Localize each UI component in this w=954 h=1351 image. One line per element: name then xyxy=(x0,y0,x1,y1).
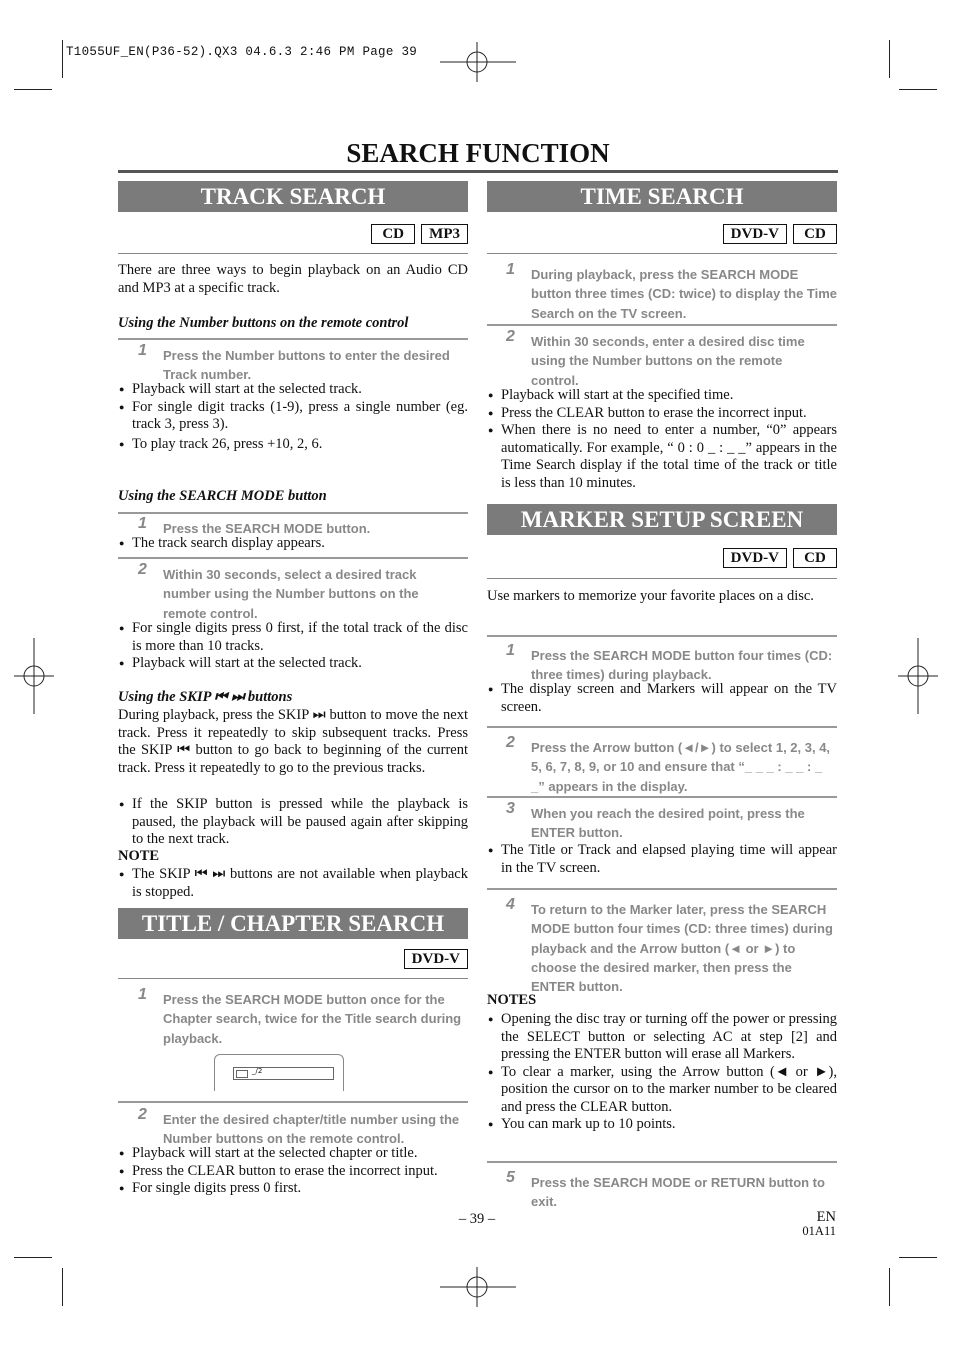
step-text: To return to the Marker later, press the SEARCH MODE button four times (CD: three times) during playback and the Arrow button (◄ or ►) to choose the desired marker, then press the ENTER button. xyxy=(531,902,833,995)
title-chapter-heading: TITLE / CHAPTER SEARCH xyxy=(118,908,468,939)
tag-cd: CD xyxy=(793,224,837,244)
search-mode-bullets-1 xyxy=(118,535,468,553)
search-mode-bullets-2 xyxy=(118,620,468,673)
crop-mark xyxy=(14,1257,52,1258)
tag-cd: CD xyxy=(371,224,415,244)
step-number: 1 xyxy=(506,261,515,278)
crop-mark xyxy=(62,1268,63,1306)
list-item: ● For single digit tracks (1-9), press a single number (eg. track 3, press 3). xyxy=(118,399,468,434)
step-text: Press the SEARCH MODE button. xyxy=(163,521,371,536)
list-item: ● If the SKIP button is pressed while the playback is paused, the playback will be paused again after skipping to the next track. xyxy=(118,796,468,849)
list-item: ● For single digits press 0 first, if the total track of the disc is more than 10 tracks. xyxy=(118,620,468,655)
step-text: When you reach the desired point, press the ENTER button. xyxy=(531,806,805,841)
title-chapter-tags xyxy=(300,949,468,969)
page-number: – 39 – xyxy=(458,1211,496,1227)
number-buttons-bullets xyxy=(118,381,468,453)
chapter-icon xyxy=(236,1070,248,1078)
step-text: Press the SEARCH MODE button once for the Chapter search, twice for the Title search during playback. xyxy=(163,992,462,1046)
marker-intro: Use markers to memorize your favorite places on a disc. xyxy=(487,588,814,604)
step-number: 3 xyxy=(506,800,515,817)
track-search-heading: TRACK SEARCH xyxy=(118,181,468,212)
skip-paragraph: During playback, press the SKIP ⏭ button to move the next track. Press it repeatedly to skip subsequent tracks. Press the SKIP ⏮ button to go back to beginning of the current track. Press it repeatedly to go to the previous tracks. xyxy=(118,707,468,776)
divider xyxy=(118,338,468,340)
step-text: Enter the desired chapter/title number using the Number buttons on the remote control. xyxy=(163,1112,460,1147)
step-number: 4 xyxy=(506,896,515,913)
list-item: ● To play track 26, press +10, 2, 6. xyxy=(118,436,468,454)
divider xyxy=(487,578,837,579)
step-text: During playback, press the SEARCH MODE button three times (CD: twice) to display the Time Search on the TV screen. xyxy=(531,267,838,321)
print-header: T1055UF_EN(P36-52).QX3 04.6.3 2:46 PM Page 39 xyxy=(66,45,418,59)
list-item: ● The track search display appears. xyxy=(118,535,468,553)
divider xyxy=(487,253,837,254)
marker-bullets-1 xyxy=(487,681,837,716)
skip-bullets xyxy=(118,796,468,849)
search-mode-heading: Using the SEARCH MODE button xyxy=(118,488,327,504)
step-number: 1 xyxy=(138,986,147,1003)
step-number: 1 xyxy=(138,342,147,359)
crop-mark xyxy=(889,40,890,78)
step-text: Within 30 seconds, select a desired track number using the Number buttons on the remote control. xyxy=(163,567,419,621)
crop-mark xyxy=(899,1257,937,1258)
language-code: EN xyxy=(816,1209,836,1225)
skip-heading: Using the SKIP ⏮ ⏭ buttons xyxy=(118,689,293,705)
step-number: 2 xyxy=(138,1106,147,1123)
time-search-tags xyxy=(669,224,837,244)
list-item: ● Playback will start at the selected track. xyxy=(118,655,468,673)
tag-dvd-v: DVD-V xyxy=(723,224,787,244)
divider xyxy=(487,888,837,890)
notes-label: NOTES xyxy=(487,992,537,1008)
divider xyxy=(118,557,468,559)
list-item: ● Playback will start at the specified time. xyxy=(487,387,837,405)
step-text: Press the Arrow button (◄/►) to select 1, 2, 3, 4, 5, 6, 7, 8, 9, or 10 and ensure that “_ _ _ : _ _ : _ _” appears in the display. xyxy=(531,740,831,794)
list-item: ● You can mark up to 10 points. xyxy=(487,1116,837,1134)
divider xyxy=(118,978,468,979)
title-chapter-bullets xyxy=(118,1145,470,1198)
marker-bullets-3 xyxy=(487,842,837,877)
list-item: ● When there is no need to enter a number, “0” appears automatically. For example, “ 0 : 0 _ : _ _” appears in the Time Search display if the total time of the track or title is less than 10 minutes. xyxy=(487,422,837,492)
divider xyxy=(118,512,468,514)
step-text: Press the SEARCH MODE or RETURN button to exit. xyxy=(531,1175,825,1210)
step-number: 1 xyxy=(138,515,147,532)
divider xyxy=(118,253,468,254)
time-search-bullets xyxy=(487,387,837,492)
list-item: ● For single digits press 0 first. xyxy=(118,1180,470,1198)
crop-mark xyxy=(889,1268,890,1306)
divider xyxy=(487,635,837,637)
step-number: 5 xyxy=(506,1169,515,1186)
list-item: ● Press the CLEAR button to erase the incorrect input. xyxy=(487,405,837,423)
registration-mark-right xyxy=(898,638,938,714)
step-number: 2 xyxy=(506,328,515,345)
document-code: 01A11 xyxy=(802,1224,836,1238)
page-title: SEARCH FUNCTION xyxy=(346,138,610,168)
number-buttons-heading: Using the Number buttons on the remote control xyxy=(118,315,409,331)
note-bullets xyxy=(118,866,468,901)
step-number: 2 xyxy=(506,734,515,751)
step-number: 2 xyxy=(138,561,147,578)
list-item: ● To clear a marker, using the Arrow button (◄ or ►), position the cursor on to the marker number to be cleared and press the CLEAR button. xyxy=(487,1064,837,1117)
track-search-tags xyxy=(300,224,468,244)
tag-cd: CD xyxy=(793,548,837,568)
list-item: ● The SKIP ⏮ ⏭ buttons are not available when playback is stopped. xyxy=(118,866,468,901)
registration-mark-left xyxy=(14,638,54,714)
tag-mp3: MP3 xyxy=(421,224,468,244)
list-item: ● Playback will start at the selected chapter or title. xyxy=(118,1145,470,1163)
list-item: ● Playback will start at the selected track. xyxy=(118,381,468,399)
marker-setup-heading: MARKER SETUP SCREEN xyxy=(487,504,837,535)
tag-dvd-v: DVD-V xyxy=(404,949,468,969)
crop-mark xyxy=(14,89,52,90)
time-search-heading: TIME SEARCH xyxy=(487,181,837,212)
crop-mark xyxy=(899,89,937,90)
tv-screen-illustration xyxy=(214,1054,344,1091)
tag-dvd-v: DVD-V xyxy=(723,548,787,568)
divider xyxy=(487,1161,837,1163)
list-item: ● Opening the disc tray or turning off the power or pressing the SELECT button or selecting AC at step [2] and pressing the ENTER button will erase all Markers. xyxy=(487,1011,837,1064)
track-search-intro: There are three ways to begin playback on an Audio CD and MP3 at a specific track. xyxy=(118,262,468,296)
search-display-value: _/2 xyxy=(252,1067,263,1075)
list-item: ● Press the CLEAR button to erase the incorrect input. xyxy=(118,1163,470,1181)
step-text: Within 30 seconds, enter a desired disc time using the Number buttons on the remote control. xyxy=(531,334,805,388)
step-number: 1 xyxy=(506,642,515,659)
divider xyxy=(118,1101,468,1103)
divider xyxy=(487,726,837,728)
registration-mark-top xyxy=(440,42,516,82)
note-label: NOTE xyxy=(118,848,160,864)
title-underline xyxy=(118,170,838,173)
divider xyxy=(487,324,837,326)
divider xyxy=(487,796,837,798)
crop-mark xyxy=(62,40,63,78)
search-display-box xyxy=(233,1067,334,1080)
step-text: Press the SEARCH MODE button four times (CD: three times) during playback. xyxy=(531,648,833,683)
registration-mark-bottom xyxy=(440,1267,516,1307)
list-item: ● The Title or Track and elapsed playing time will appear in the TV screen. xyxy=(487,842,837,877)
marker-notes xyxy=(487,1011,837,1134)
list-item: ● The display screen and Markers will appear on the TV screen. xyxy=(487,681,837,716)
step-text: Press the Number buttons to enter the desired Track number. xyxy=(163,348,450,383)
marker-tags xyxy=(669,548,837,568)
